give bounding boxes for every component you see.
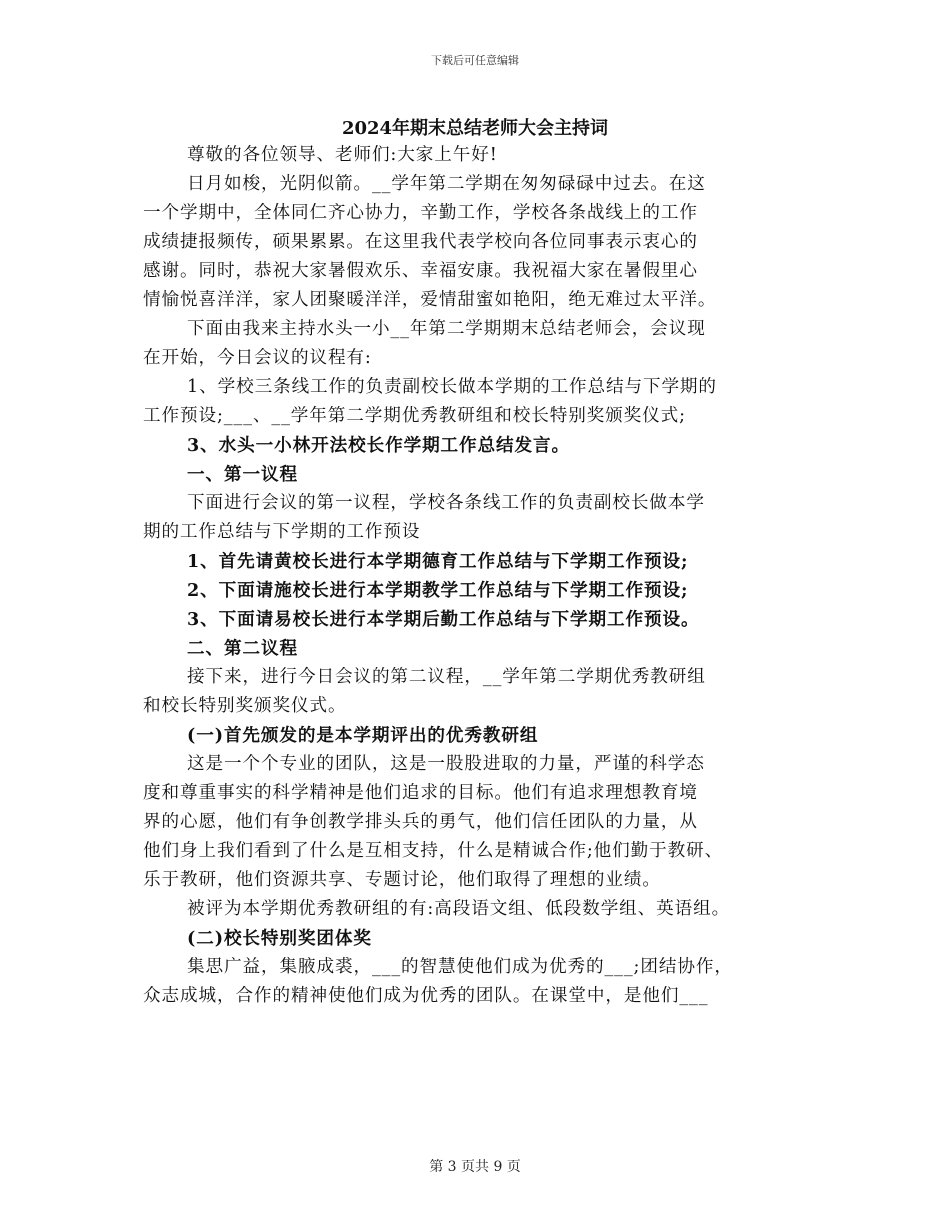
paragraph-line: 在开始，今日会议的议程有: [143, 348, 372, 368]
heading-line: 二、第二议程 [187, 638, 298, 659]
heading-line: 1、首先请黄校长进行本学期德育工作总结与下学期工作预设; [187, 551, 689, 572]
document-body [143, 141, 823, 1011]
heading-line: 一、第一议程 [187, 464, 298, 485]
paragraph-line: 期的工作总结与下学期的工作预设 [143, 522, 421, 542]
paragraph-line: 1、学校三条线工作的负责副校长做本学期的工作总结与下学期的 [187, 377, 717, 397]
page-footer: 第 3 页共 9 页 [429, 1159, 521, 1175]
document-title: 2024年期末总结老师大会主持词 [341, 118, 609, 139]
paragraph-line: 众志成城，合作的精神使他们成为优秀的团队。在课堂中，是他们___ [143, 986, 709, 1006]
heading-line: 3、下面请易校长进行本学期后勤工作总结与下学期工作预设。 [187, 609, 700, 630]
paragraph-line: 和校长特别奖颁奖仪式。 [143, 696, 347, 716]
paragraph-line: 成绩捷报频传，硕果累累。在这里我代表学校向各位同事表示衷心的 [143, 232, 698, 252]
paragraph-line: 感谢。同时，恭祝大家暑假欢乐、幸福安康。我祝福大家在暑假里心 [143, 261, 698, 281]
heading-line: 2、下面请施校长进行本学期教学工作总结与下学期工作预设; [187, 580, 689, 601]
paragraph-line: 接下来，进行今日会议的第二议程，__学年第二学期优秀教研组 [187, 667, 706, 687]
paragraph-line: 界的心愿，他们有争创教学排头兵的勇气，他们信任团队的力量，从 [143, 812, 698, 832]
heading-line: (二)校长特别奖团体奖 [187, 928, 372, 949]
paragraph-line: 尊敬的各位领导、老师们:大家上午好! [187, 145, 498, 165]
heading-line: (一)首先颁发的是本学期评出的优秀教研组 [187, 725, 539, 746]
heading-line: 3、水头一小林开法校长作学期工作总结发言。 [187, 435, 571, 456]
paragraph-line: 乐于教研，他们资源共享、专题讨论，他们取得了理想的业绩。 [143, 870, 661, 890]
paragraph-line: 这是一个个专业的团队，这是一股股进取的力量，严谨的科学态 [187, 754, 705, 774]
paragraph-line: 度和尊重事实的科学精神是他们追求的目标。他们有追求理想教育境 [143, 783, 698, 803]
paragraph-line: 下面由我来主持水头一小__年第二学期期末总结老师会，会议现 [187, 319, 706, 339]
paragraph-line: 被评为本学期优秀教研组的有:高段语文组、低段数学组、英语组。 [187, 899, 731, 919]
page-header-note: 下载后可任意编辑 [431, 54, 519, 67]
paragraph-line: 工作预设;___、__学年第二学期优秀教研组和校长特别奖颁奖仪式; [143, 406, 686, 426]
paragraph-line: 下面进行会议的第一议程，学校各条线工作的负责副校长做本学 [187, 493, 705, 513]
paragraph-line: 日月如梭，光阴似箭。__学年第二学期在匆匆碌碌中过去。在这 [187, 174, 706, 194]
paragraph-line: 他们身上我们看到了什么是互相支持，什么是精诚合作;他们勤于教研、 [143, 841, 724, 861]
paragraph-line: 一个学期中，全体同仁齐心协力，辛勤工作，学校各条战线上的工作 [143, 203, 698, 223]
paragraph-line: 情愉悦喜洋洋，家人团聚暖洋洋，爱情甜蜜如艳阳，绝无难过太平洋。 [143, 290, 717, 310]
paragraph-line: 集思广益，集腋成裘，___的智慧使他们成为优秀的___;团结协作， [187, 957, 733, 977]
